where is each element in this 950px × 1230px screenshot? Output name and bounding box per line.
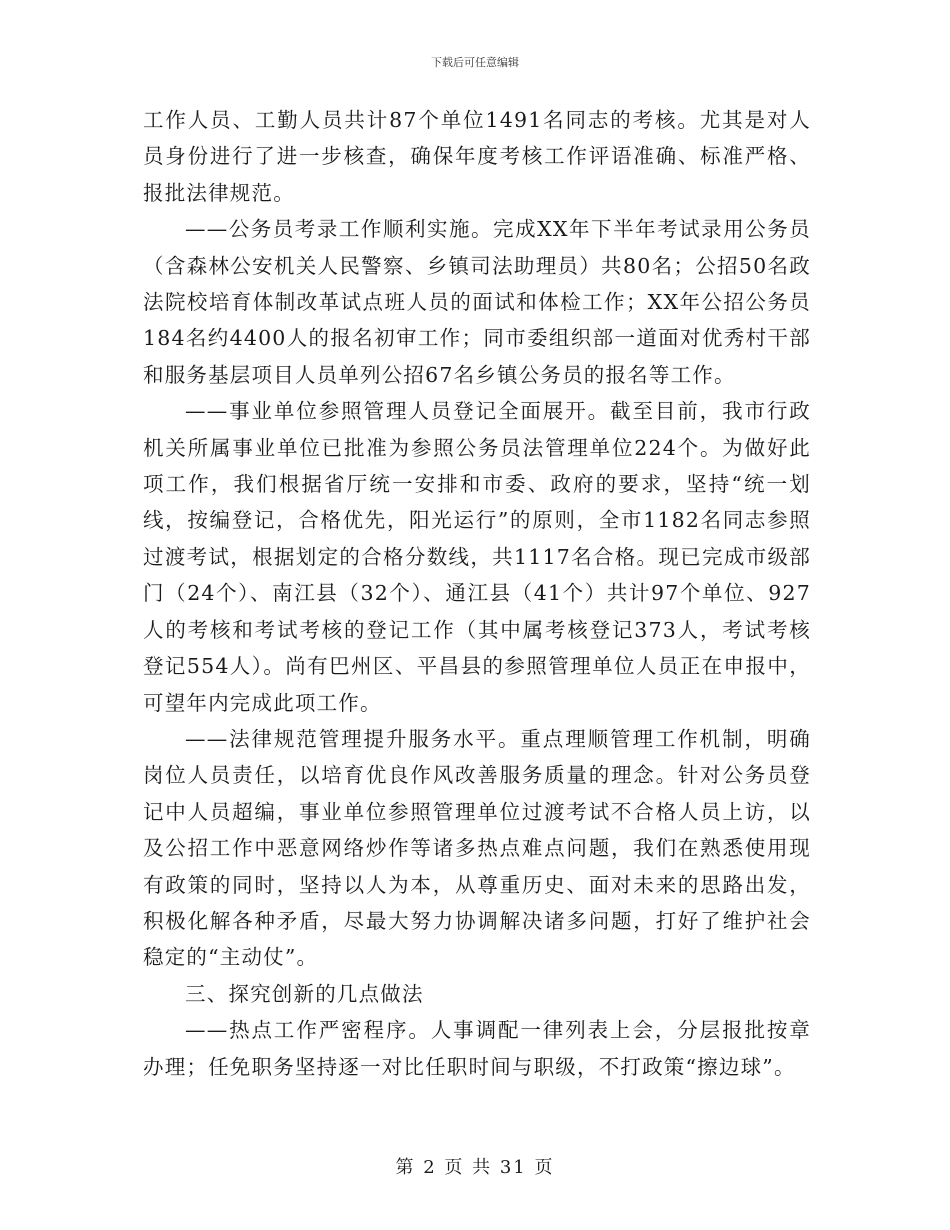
paragraph-hotspot-procedures: ——热点工作严密程序。人事调配一律列表上会，分层报批按章办理；任免职务坚持逐一对比任职时间与职级，不打政策“擦边球”。	[143, 1018, 811, 1079]
paragraph-institution-registration: ——事业单位参照管理人员登记全面展开。截至目前，我市行政机关所属事业单位已批准为参照公务员法管理单位224个。为做好此项工作，我们根据省厅统一安排和市委、政府的要求，坚持“统一划线，按编登记，合格优先，阳光运行”的原则，全市1182名同志参照过渡考试，根据划定的合格分数线，共1117名合格。现已完成市级部门（24个）、南江县（32个）、通江县（41个）共计97个单位、927人的考核和考试考核的登记工作（其中属考核登记373人，考试考核登记554人）。尚有巴州区、平昌县的参照管理单位人员正在申报中，可望年内完成此项工作。	[143, 399, 811, 715]
paragraph-civil-servant-recruitment: ——公务员考录工作顺利实施。完成XX年下半年考试录用公务员（含森林公安机关人民警察、乡镇司法助理员）共80名；公招50名政法院校培育体制改革试点班人员的面试和体检工作；XX年公招公务员184名约4400人的报名初审工作；同市委组织部一道面对优秀村干部和服务基层项目人员单列公招67名乡镇公务员的报名等工作。	[143, 217, 811, 387]
page-header-note: 下载后可任意编辑	[431, 56, 519, 69]
section-heading-innovation: 三、探究创新的几点做法	[185, 981, 424, 1006]
document-body	[143, 102, 811, 1085]
paragraph-legal-management: ——法律规范管理提升服务水平。重点理顺管理工作机制，明确岗位人员责任，以培育优良作风改善服务质量的理念。针对公务员登记中人员超编，事业单位参照管理单位过渡考试不合格人员上访，以及公招工作中恶意网络炒作等诸多热点难点问题，我们在熟悉使用现有政策的同时，坚持以人为本，从尊重历史、面对未来的思路出发，积极化解各种矛盾，尽最大努力协调解决诸多问题，打好了维护社会稳定的“主动仗”。	[143, 726, 811, 970]
page-number-footer: 第 2 页 共 31 页	[395, 1157, 555, 1178]
paragraph-continuation: 工作人员、工勤人员共计87个单位1491名同志的考核。尤其是对人员身份进行了进一步核查，确保年度考核工作评语准确、标准严格、报批法律规范。	[143, 108, 811, 205]
